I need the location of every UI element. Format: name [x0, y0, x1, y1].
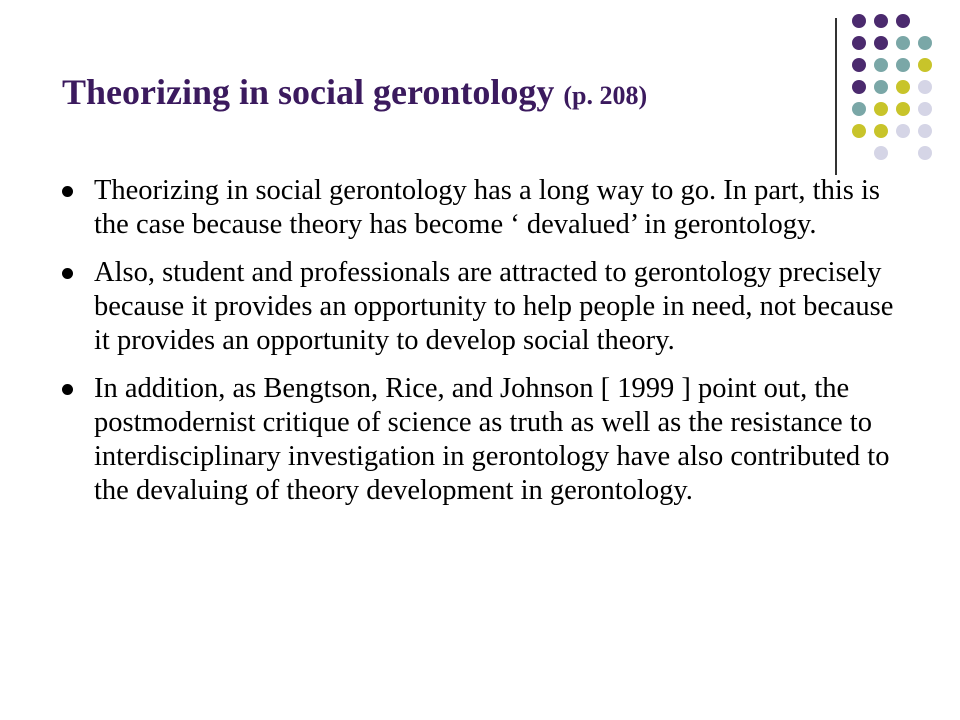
bullet-text: In addition, as Bengtson, Rice, and Johnson [ 1999 ] point out, the postmodernist critique of science as truth as well as the resistance to interdisciplinary investigation in gerontology have also contributed to the devaluing of theory development in gerontology. [94, 373, 890, 506]
bullet-item [62, 174, 902, 242]
decorative-dot [852, 36, 866, 50]
decorative-dot [918, 146, 932, 160]
decorative-dot [852, 124, 866, 138]
decorative-dot [852, 58, 866, 72]
decorative-dot [874, 80, 888, 94]
decorative-dot [874, 58, 888, 72]
title-main: Theorizing in social gerontology [62, 72, 555, 112]
decorative-dot [874, 14, 888, 28]
decorative-dot [918, 36, 932, 50]
decorative-dot [918, 58, 932, 72]
decorative-dot [896, 80, 910, 94]
decorative-dot [896, 14, 910, 28]
bullet-dot-icon [62, 268, 73, 279]
decorative-dot [896, 58, 910, 72]
bullet-dot-icon [62, 384, 73, 395]
decorative-dot [874, 124, 888, 138]
decorative-dot [852, 80, 866, 94]
vertical-divider [835, 18, 837, 175]
bullet-item [62, 256, 902, 358]
decorative-dot [852, 14, 866, 28]
decorative-dot [896, 102, 910, 116]
decorative-dot [874, 146, 888, 160]
decorative-dot [874, 102, 888, 116]
decorative-dot [896, 36, 910, 50]
title-page-ref: (p. 208) [563, 81, 648, 110]
bullet-dot-icon [62, 186, 73, 197]
decorative-dot [918, 102, 932, 116]
bullet-list [62, 174, 902, 522]
decorative-dot-grid [852, 14, 936, 158]
slide-title [62, 72, 647, 113]
decorative-dot [918, 80, 932, 94]
decorative-dot [852, 102, 866, 116]
bullet-item [62, 372, 902, 508]
decorative-dot [874, 36, 888, 50]
bullet-text: Theorizing in social gerontology has a long way to go. In part, this is the case because theory has become ‘ devalued’ in gerontology. [94, 175, 880, 240]
decorative-dot [896, 124, 910, 138]
decorative-dot [918, 124, 932, 138]
bullet-text: Also, student and professionals are attracted to gerontology precisely because it provides an opportunity to help people in need, not because it provides an opportunity to develop social theory. [94, 257, 894, 356]
